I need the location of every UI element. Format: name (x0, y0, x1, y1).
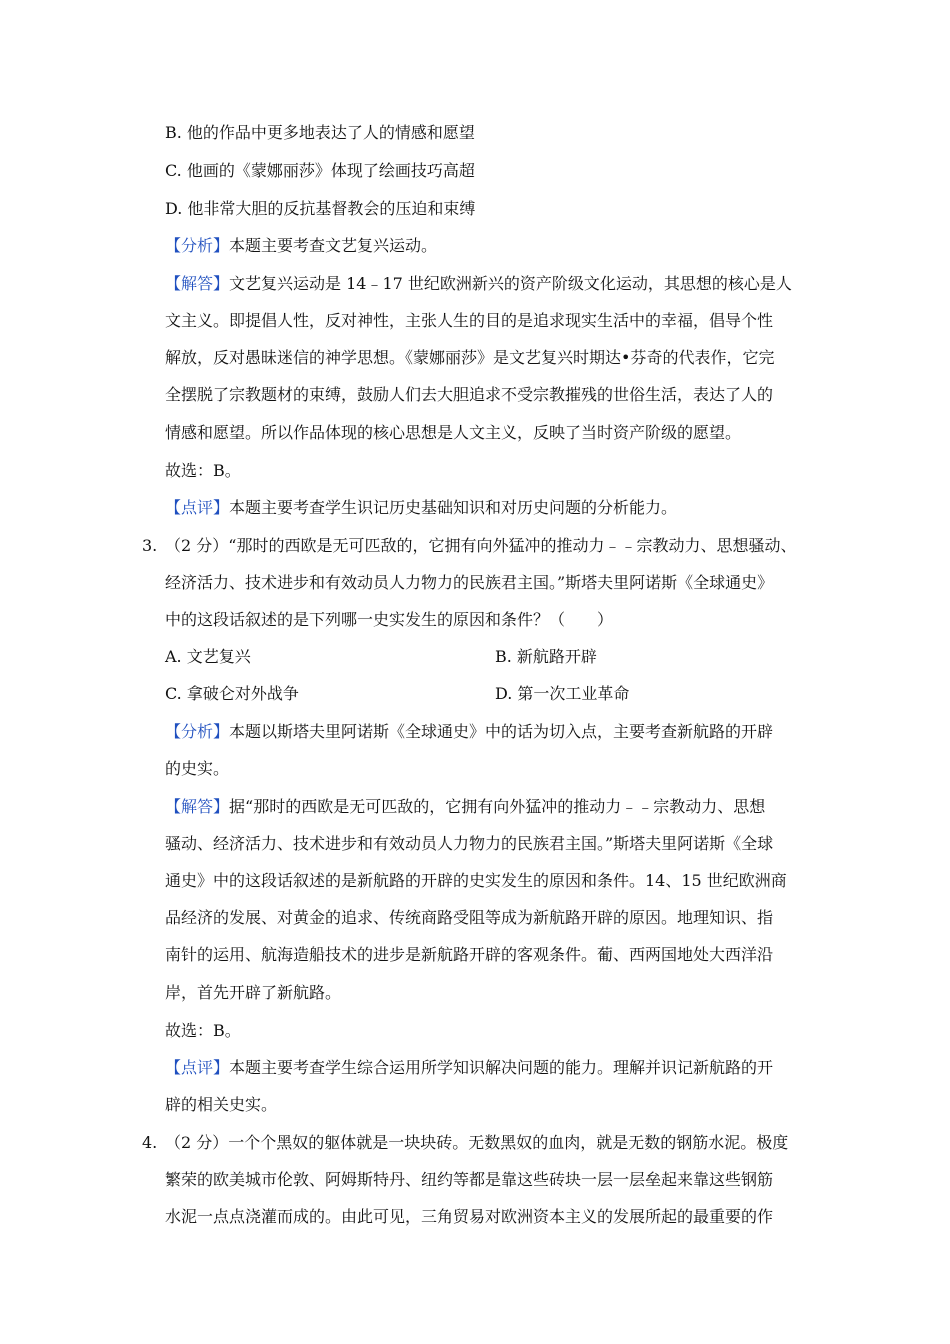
analysis-text: 本题以斯塔夫里阿诺斯《全球通史》中的话为切入点，主要考查新航路的开辟 (229, 722, 774, 741)
q2-answer-line-5: 情感和愿望。所以作品体现的核心思想是人文主义，反映了当时资产阶级的愿望。 (165, 423, 742, 442)
q2-comment (165, 498, 810, 518)
q2-option-b: B. 他的作品中更多地表达了人的情感和愿望 (165, 123, 475, 142)
q3-analysis-line-2: 的史实。 (165, 759, 230, 778)
q2-option-d: D. 他非常大胆的反抗基督教会的压迫和束缚 (165, 199, 476, 218)
q2-answer-line-1 (165, 274, 810, 294)
comment-tag: 【点评】 (165, 1058, 230, 1077)
answer-text: 文艺复兴运动是 14﹣17 世纪欧洲新兴的资产阶级文化运动，其思想的核心是人 (229, 274, 792, 293)
q3-stem-line-1: （2 分）“那时的西欧是无可匹敌的，它拥有向外猛冲的推动力﹣﹣宗教动力、思想骚动、 (165, 536, 797, 555)
answer-tag: 【解答】 (165, 274, 230, 293)
q4-number: 4. (142, 1133, 158, 1152)
q4-stem-line-3: 水泥一点点浇灌而成的。由此可见，三角贸易对欧洲资本主义的发展所起的最重要的作 (165, 1207, 774, 1226)
q3-analysis-line-1 (165, 722, 810, 742)
q3-comment-line-1 (165, 1058, 810, 1078)
answer-text: 据“那时的西欧是无可匹敌的，它拥有向外猛冲的推动力﹣﹣宗教动力、思想 (229, 797, 766, 816)
q2-answer-line-3: 解放，反对愚昧迷信的神学思想。《蒙娜丽莎》是文艺复兴时期达•芬奇的代表作，它完 (165, 348, 775, 367)
q3-answer-line-2: 骚动、经济活力、技术进步和有效动员人力物力的民族君主国。”斯塔夫里阿诺斯《全球 (165, 834, 774, 853)
q3-comment-line-2: 辟的相关史实。 (165, 1095, 278, 1114)
q4-stem-line-1: （2 分）一个个黑奴的躯体就是一块块砖。无数黑奴的血肉，就是无数的钢筋水泥。极度 (165, 1133, 789, 1152)
answer-tag: 【解答】 (165, 797, 230, 816)
q3-choice: 故选：B。 (165, 1021, 241, 1040)
q3-stem-line-3: 中的这段话叙述的是下列哪一史实发生的原因和条件？（ ） (165, 610, 614, 629)
q2-answer-line-4: 全摆脱了宗教题材的束缚，鼓励人们去大胆追求不受宗教摧残的世俗生活，表达了人的 (165, 385, 774, 404)
comment-text: 本题主要考查学生识记历史基础知识和对历史问题的分析能力。 (229, 498, 678, 517)
q3-answer-line-6: 岸，首先开辟了新航路。 (165, 983, 342, 1002)
q2-answer-line-2: 文主义。即提倡人性，反对神性，主张人生的目的是追求现实生活中的幸福，倡导个性 (165, 311, 774, 330)
q3-answer-line-1 (165, 797, 810, 817)
q3-option-b: B. 新航路开辟 (495, 647, 597, 666)
q2-analysis (165, 236, 810, 256)
analysis-text: 本题主要考查文艺复兴运动。 (229, 236, 438, 255)
q3-stem-line-2: 经济活力、技术进步和有效动员人力物力的民族君主国。”斯塔夫里阿诺斯《全球通史》 (165, 573, 774, 592)
q2-choice: 故选：B。 (165, 461, 241, 480)
analysis-tag: 【分析】 (165, 722, 230, 741)
comment-tag: 【点评】 (165, 498, 230, 517)
q2-option-c: C. 他画的《蒙娜丽莎》体现了绘画技巧高超 (165, 161, 475, 180)
q3-answer-line-4: 品经济的发展、对黄金的追求、传统商路受阻等成为新航路开辟的原因。地理知识、指 (165, 908, 774, 927)
q3-option-c: C. 拿破仑对外战争 (165, 684, 299, 703)
q3-number: 3. (142, 536, 158, 555)
q4-stem-line-2: 繁荣的欧美城市伦敦、阿姆斯特丹、纽约等都是靠这些砖块一层一层垒起来靠这些钢筋 (165, 1170, 774, 1189)
q3-answer-line-5: 南针的运用、航海造船技术的进步是新航路开辟的客观条件。葡、西两国地处大西洋沿 (165, 945, 774, 964)
q3-answer-line-3: 通史》中的这段话叙述的是新航路的开辟的史实发生的原因和条件。14、15 世纪欧洲商 (165, 871, 787, 890)
q3-option-d: D. 第一次工业革命 (495, 684, 630, 703)
comment-text: 本题主要考查学生综合运用所学知识解决问题的能力。理解并识记新航路的开 (229, 1058, 774, 1077)
q3-option-a: A. 文艺复兴 (165, 647, 251, 666)
analysis-tag: 【分析】 (165, 236, 230, 255)
